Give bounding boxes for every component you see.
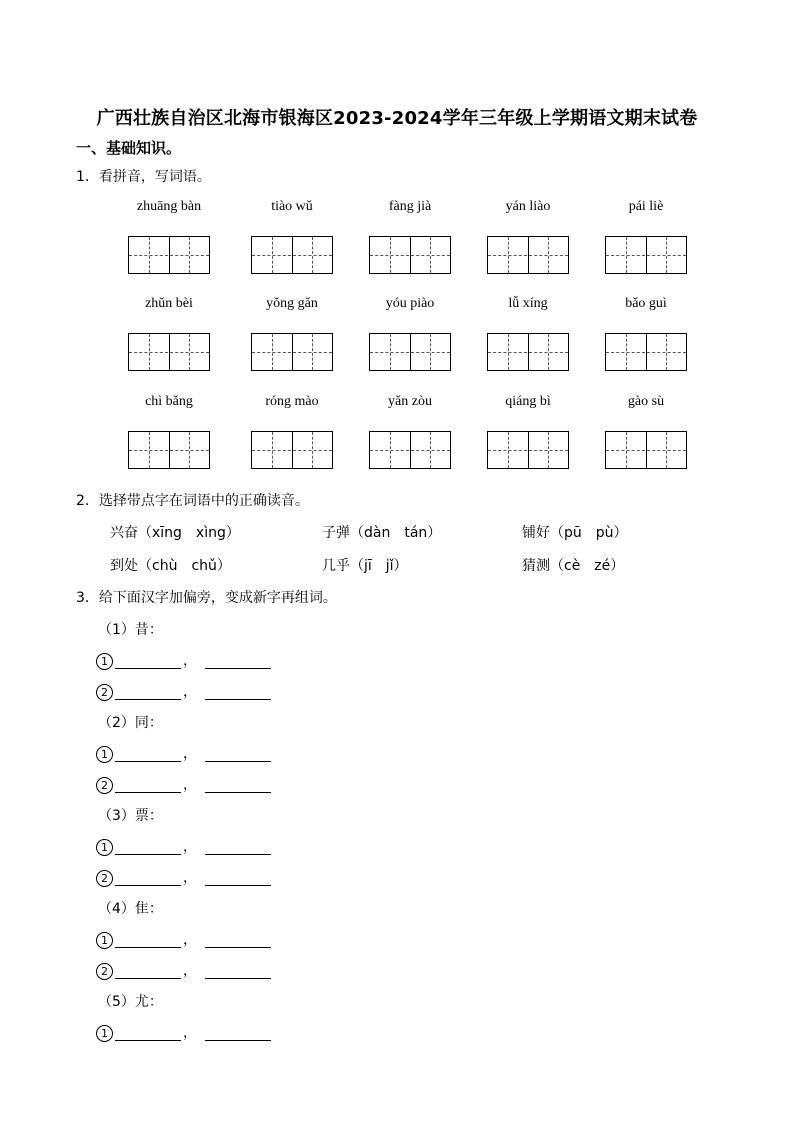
pronunciation-option[interactable]: 兴奋（xīng xìng）: [110, 525, 240, 541]
tianzige-answer-box[interactable]: [128, 236, 210, 274]
answer-line: [96, 929, 271, 949]
word-blank[interactable]: [205, 932, 271, 948]
comma-separator: ，: [183, 777, 197, 793]
new-character-blank[interactable]: [115, 1025, 181, 1041]
comma-separator: ，: [183, 932, 197, 948]
answer-line: [96, 774, 271, 794]
word-blank[interactable]: [205, 746, 271, 762]
sub-question-label: （3）票：: [98, 808, 163, 824]
tianzige-answer-box[interactable]: [128, 431, 210, 469]
section-heading-basics: 一、基础知识。: [76, 139, 182, 157]
pronunciation-option[interactable]: 猜测（cè zé）: [522, 558, 625, 574]
item-number-marker: 1: [96, 932, 113, 949]
new-character-blank[interactable]: [115, 777, 181, 793]
tianzige-answer-box[interactable]: [487, 431, 569, 469]
pinyin-prompt: chì bǎng: [145, 394, 193, 409]
comma-separator: ，: [183, 839, 197, 855]
tianzige-answer-box[interactable]: [128, 333, 210, 371]
pinyin-prompt: lǚ xíng: [508, 296, 548, 311]
new-character-blank[interactable]: [115, 963, 181, 979]
pinyin-prompt: gào sù: [627, 394, 665, 409]
tianzige-answer-box[interactable]: [487, 333, 569, 371]
answer-line: [96, 960, 271, 980]
comma-separator: ，: [183, 1025, 197, 1041]
pinyin-prompt: qiáng bì: [505, 394, 551, 409]
pinyin-prompt: bǎo guì: [625, 296, 667, 311]
pinyin-prompt: yǎn zòu: [388, 394, 432, 409]
tianzige-answer-box[interactable]: [487, 236, 569, 274]
pronunciation-option[interactable]: 铺好（pū pù）: [522, 525, 628, 541]
tianzige-answer-box[interactable]: [369, 333, 451, 371]
pinyin-prompt: zhuāng bàn: [136, 199, 202, 214]
sub-question-label: （2）同：: [98, 715, 163, 731]
pronunciation-option[interactable]: 几乎（jī jǐ）: [322, 558, 408, 574]
word-blank[interactable]: [205, 963, 271, 979]
new-character-blank[interactable]: [115, 932, 181, 948]
pinyin-prompt: fàng jià: [388, 199, 432, 214]
pinyin-prompt: yǒng gǎn: [266, 296, 318, 311]
item-number-marker: 2: [96, 684, 113, 701]
tianzige-answer-box[interactable]: [251, 236, 333, 274]
pronunciation-option[interactable]: 到处（chù chǔ）: [110, 558, 231, 574]
tianzige-answer-box[interactable]: [369, 236, 451, 274]
tianzige-answer-box[interactable]: [251, 333, 333, 371]
comma-separator: ，: [183, 746, 197, 762]
comma-separator: ，: [183, 653, 197, 669]
item-number-marker: 2: [96, 870, 113, 887]
pronunciation-option[interactable]: 子弹（dàn tán）: [322, 525, 442, 541]
item-number-marker: 2: [96, 777, 113, 794]
question-2-label: 2．选择带点字在词语中的正确读音。: [76, 493, 309, 509]
comma-separator: ，: [183, 963, 197, 979]
answer-line: [96, 836, 271, 856]
tianzige-answer-box[interactable]: [605, 333, 687, 371]
tianzige-answer-box[interactable]: [251, 431, 333, 469]
item-number-marker: 2: [96, 963, 113, 980]
tianzige-answer-box[interactable]: [605, 236, 687, 274]
pinyin-prompt: yán liào: [505, 199, 551, 214]
item-number-marker: 1: [96, 746, 113, 763]
item-number-marker: 1: [96, 653, 113, 670]
new-character-blank[interactable]: [115, 746, 181, 762]
new-character-blank[interactable]: [115, 870, 181, 886]
sub-question-label: （5）尤：: [98, 994, 163, 1010]
word-blank[interactable]: [205, 684, 271, 700]
pinyin-prompt: yóu piào: [385, 296, 435, 311]
pinyin-prompt: tiào wǔ: [271, 199, 313, 214]
word-blank[interactable]: [205, 653, 271, 669]
pinyin-prompt: zhǔn bèi: [145, 296, 193, 311]
new-character-blank[interactable]: [115, 653, 181, 669]
word-blank[interactable]: [205, 1025, 271, 1041]
new-character-blank[interactable]: [115, 684, 181, 700]
word-blank[interactable]: [205, 777, 271, 793]
question-3-label: 3．给下面汉字加偏旁，变成新字再组词。: [76, 590, 337, 606]
comma-separator: ，: [183, 870, 197, 886]
answer-line: [96, 681, 271, 701]
pinyin-prompt: róng mào: [265, 394, 319, 409]
answer-line: [96, 650, 271, 670]
item-number-marker: 1: [96, 839, 113, 856]
sub-question-label: （4）隹：: [98, 901, 163, 917]
question-1-label: 1．看拼音，写词语。: [76, 169, 211, 185]
word-blank[interactable]: [205, 839, 271, 855]
answer-line: [96, 743, 271, 763]
answer-line: [96, 1022, 271, 1042]
tianzige-answer-box[interactable]: [605, 431, 687, 469]
new-character-blank[interactable]: [115, 839, 181, 855]
sub-question-label: （1）昔：: [98, 622, 163, 638]
item-number-marker: 1: [96, 1025, 113, 1042]
tianzige-answer-box[interactable]: [369, 431, 451, 469]
exam-title: 广西壮族自治区北海市银海区2023-2024学年三年级上学期语文期末试卷: [96, 108, 698, 129]
pinyin-prompt: pái liè: [628, 199, 664, 214]
word-blank[interactable]: [205, 870, 271, 886]
comma-separator: ，: [183, 684, 197, 700]
answer-line: [96, 867, 271, 887]
